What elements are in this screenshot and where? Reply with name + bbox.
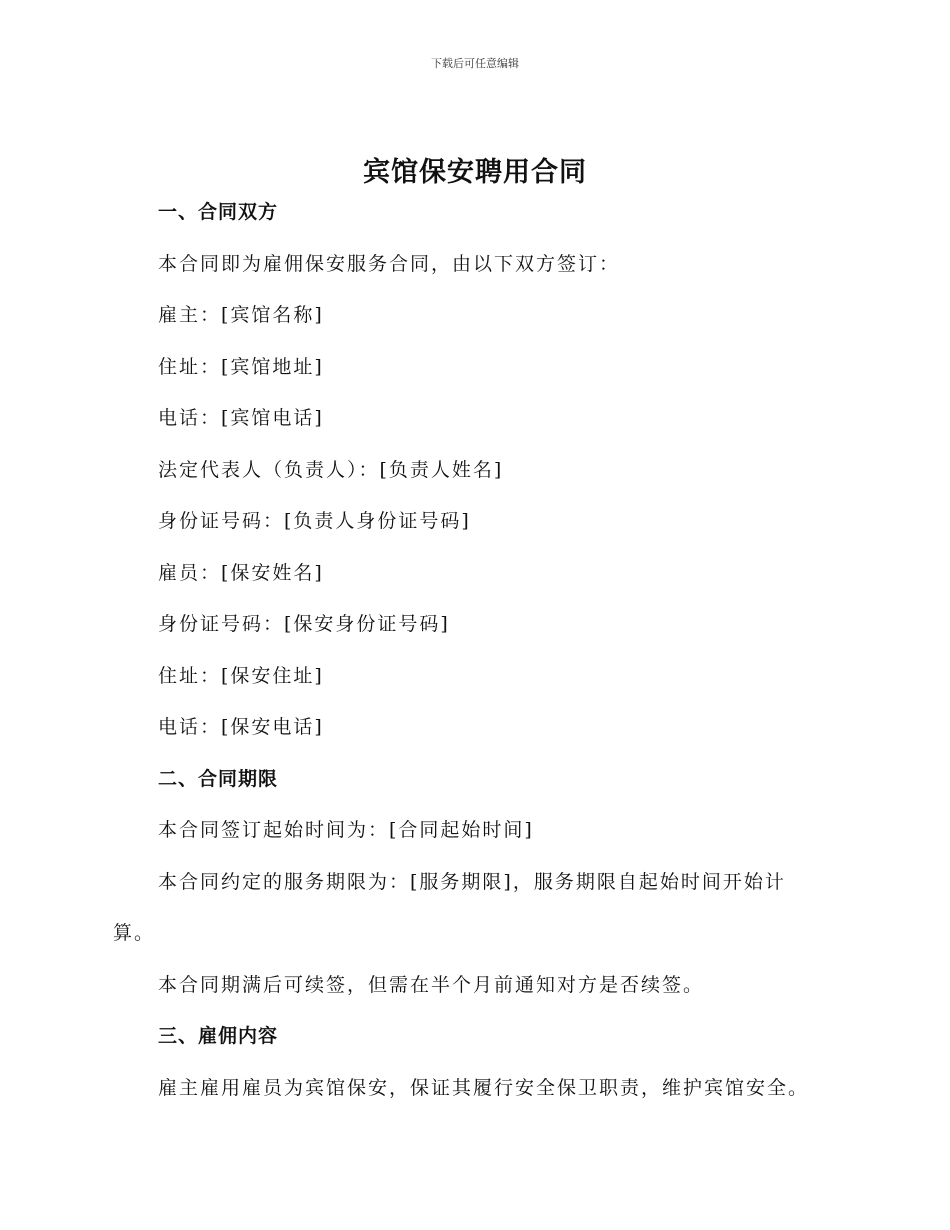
- legal-representative: 法定代表人（负责人）：[负责人姓名]: [158, 458, 504, 481]
- employee-phone: 电话：[保安电话]: [158, 716, 324, 738]
- service-term-line2: 算。: [113, 922, 156, 944]
- employee-id: 身份证号码：[保安身份证号码]: [158, 613, 450, 635]
- document-title: 宾馆保安聘用合同: [363, 157, 587, 188]
- section-heading-parties: 一、合同双方: [158, 201, 279, 223]
- parties-intro: 本合同即为雇佣保安服务合同，由以下双方签订：: [158, 252, 621, 275]
- employer-phone: 电话：[宾馆电话]: [158, 407, 324, 429]
- service-term-line1: 本合同约定的服务期限为：[服务期限]，服务期限自起始时间开始计: [158, 870, 786, 893]
- renewal-clause: 本合同期满后可续签，但需在半个月前通知对方是否续签。: [158, 973, 705, 996]
- employer-address: 住址：[宾馆地址]: [158, 355, 324, 378]
- employee-name: 雇员：[保安姓名]: [158, 561, 324, 584]
- service-term: [113, 865, 833, 951]
- document-body: [113, 195, 833, 1122]
- section-heading-term: 二、合同期限: [158, 767, 279, 790]
- employer-name: 雇主：[宾馆名称]: [158, 304, 324, 326]
- employment-content: 雇主雇用雇员为宾馆保安，保证其履行安全保卫职责，维护宾馆安全。: [158, 1076, 810, 1099]
- legal-representative-id: 身份证号码：[负责人身份证号码]: [158, 510, 471, 532]
- contract-start: 本合同签订起始时间为：[合同起始时间]: [158, 819, 534, 841]
- section-heading-employment: 三、雇佣内容: [158, 1025, 279, 1047]
- header-note: 下载后可任意编辑: [431, 57, 519, 70]
- employee-address: 住址：[保安住址]: [158, 664, 324, 687]
